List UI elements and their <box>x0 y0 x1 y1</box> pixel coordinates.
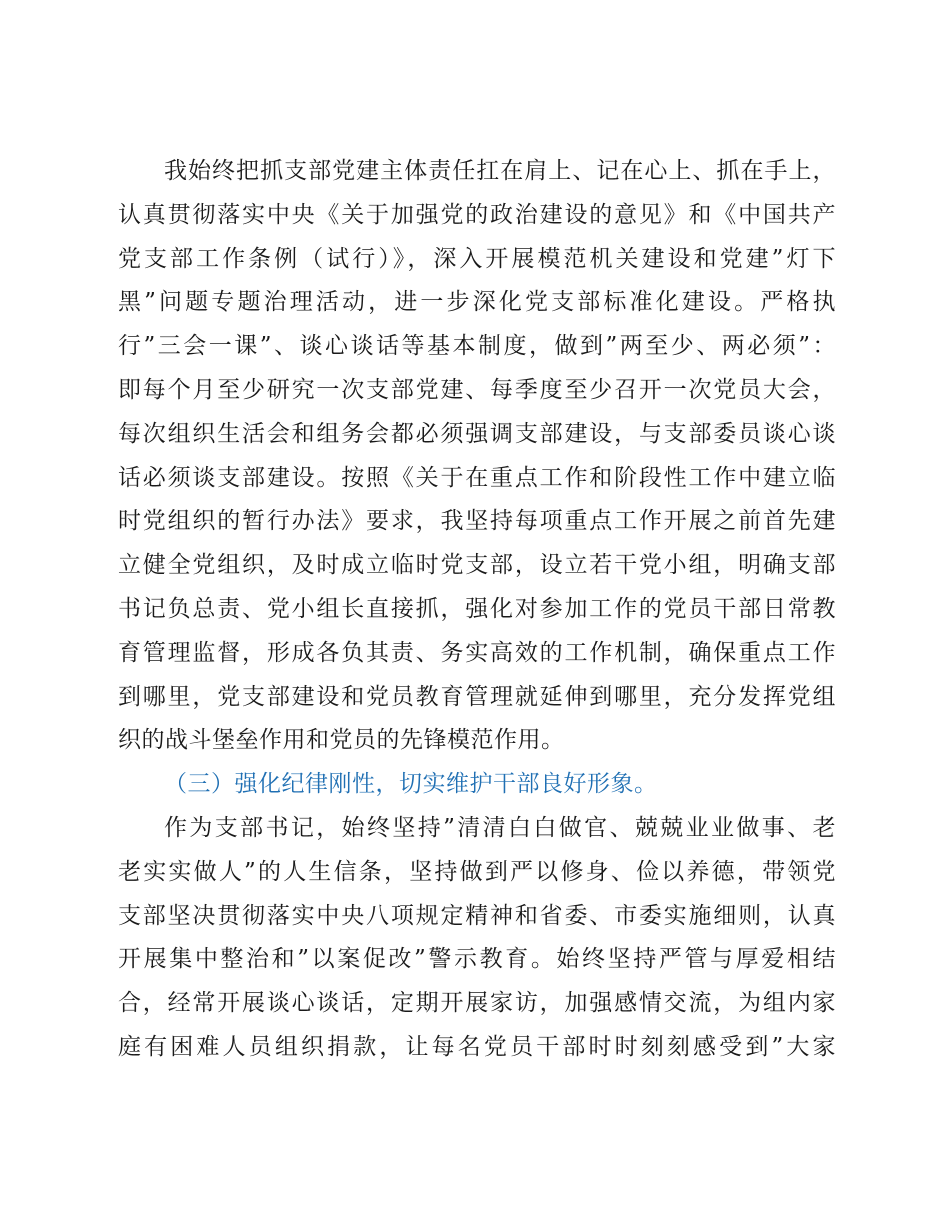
section-heading: （三）强化纪律刚性，切实维护干部良好形象。 <box>164 771 658 798</box>
text-line: 开展集中整治和”以案促改”警示教育。始终坚持严管与厚爱相结 <box>118 946 836 973</box>
text-line: 支部坚决贯彻落实中央八项规定精神和省委、市委实施细则，认真 <box>118 902 836 929</box>
text-line: 我始终把抓支部党建主体责任扛在肩上、记在心上、抓在手上， <box>164 158 836 184</box>
text-line: 党支部工作条例（试行）》，深入开展模范机关建设和党建”灯下 <box>118 245 836 272</box>
text-line: 认真贯彻落实中央《关于加强党的政治建设的意见》和《中国共产 <box>118 201 836 228</box>
document-page <box>118 150 836 1070</box>
text-line: 合，经常开展谈心谈话，定期开展家访，加强感情交流，为组内家 <box>118 990 836 1017</box>
text-line: 立健全党组织，及时成立临时党支部，设立若干党小组，明确支部 <box>118 552 836 579</box>
text-line: 即每个月至少研究一次支部党建、每季度至少召开一次党员大会， <box>118 376 836 403</box>
text-line: 到哪里，党支部建设和党员教育管理就延伸到哪里，充分发挥党组 <box>118 683 836 710</box>
text-line: 育管理监督，形成各负其责、务实高效的工作机制，确保重点工作 <box>118 639 836 666</box>
text-line: 书记负总责、党小组长直接抓，强化对参加工作的党员干部日常教 <box>118 595 836 622</box>
text-line: 时党组织的暂行办法》要求，我坚持每项重点工作开展之前首先建 <box>118 508 836 535</box>
paragraph-discipline <box>118 807 836 1070</box>
text-line: 老实实做人”的人生信条，坚持做到严以修身、俭以养德，带领党 <box>118 858 836 885</box>
text-line: 每次组织生活会和组务会都必须强调支部建设，与支部委员谈心谈 <box>118 420 836 447</box>
text-line: 黑”问题专题治理活动，进一步深化党支部标准化建设。严格执 <box>118 289 836 316</box>
text-line: 行”三会一课”、谈心谈话等基本制度，做到”两至少、两必须”： <box>118 333 836 360</box>
text-line: 话必须谈支部建设。按照《关于在重点工作和阶段性工作中建立临 <box>118 464 836 491</box>
text-line: 作为支部书记，始终坚持”清清白白做官、兢兢业业做事、老 <box>164 814 836 841</box>
paragraph-party-building <box>118 150 836 763</box>
text-line: 庭有困难人员组织捐款，让每名党员干部时时刻刻感受到”大家 <box>118 1033 836 1060</box>
text-line: 织的战斗堡垒作用和党员的先锋模范作用。 <box>118 727 565 754</box>
